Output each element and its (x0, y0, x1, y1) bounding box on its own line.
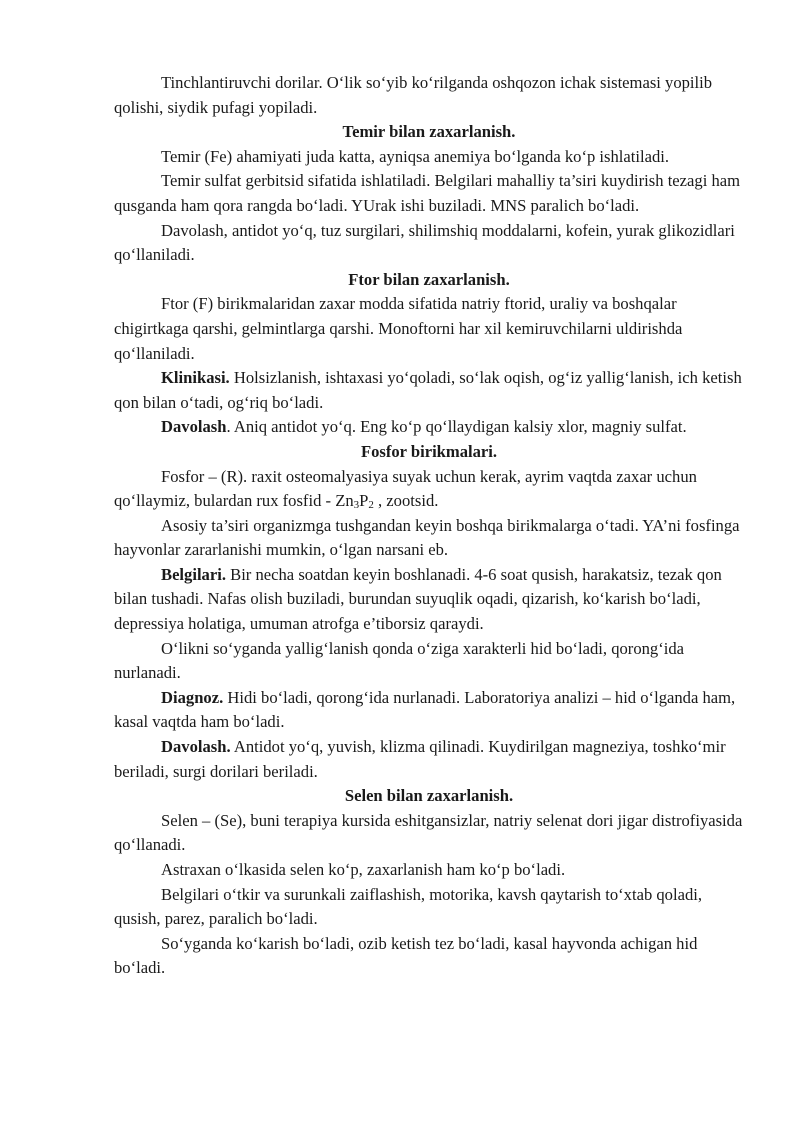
heading-fluorine-poisoning: Ftor bilan zaxarlanish. (348, 269, 510, 289)
text-diagnosis: Hidi bo‘ladi, qorong‘ida nurlanadi. Laboratoriya analizi – hid o‘lganda ham, kasal vaqtda ham bo‘ladi. (114, 687, 736, 732)
text-treatment: . Aniq antidot yo‘q. Eng ko‘p qo‘llaydigan kalsiy xlor, magniy sulfat. (226, 417, 687, 437)
heading-phosphorus-compounds: Fosfor birikmalari. (360, 441, 498, 461)
paragraph-iron-3: Davolash, antidot yo‘q, tuz surgilari, shilimshiq moddalarni, kofein, yurak glikozidlari qo‘llaniladi. (114, 220, 735, 265)
subscript-2: 2 (368, 499, 374, 512)
paragraph-phosphorus-treatment (114, 735, 744, 784)
text-clinic: Holsizlanish, ishtaxasi yo‘qoladi, so‘lak oqish, og‘iz yallig‘lanish, ich ketish qon bilan o‘tadi, og‘riq bo‘ladi. (114, 368, 742, 412)
text-phosphorus-1b: P (359, 491, 369, 511)
label-diagnosis: Diagnoz. (161, 687, 224, 707)
label-treatment: Davolash (161, 417, 227, 437)
label-clinic: Klinikasi. (161, 368, 230, 388)
label-signs: Belgilari. (161, 564, 226, 584)
paragraph-selenium-2: Astraxan o‘lkasida selen ko‘p, zaxarlanish ham ko‘p bo‘ladi. (161, 860, 566, 879)
text-signs: Bir necha soatdan keyin boshlanadi. 4-6 soat qusish, harakatsiz, tezak qon bilan tushadi. Nafas olish buziladi, burundan suyuqlik oqadi, qizarish, ko‘karish bo‘ladi, depressiya holatiga, umuman atrofga e’tiborsiz qaraydi. (114, 564, 722, 634)
paragraph-phosphorus-2: Asosiy ta’siri organizmga tushgandan keyin boshqa birikmalarga o‘tadi. YA’ni fosfinga hayvonlar zararlanishi mumkin, o‘lgan narsani eb. (114, 515, 740, 560)
paragraph-fluorine-clinic (114, 366, 744, 415)
paragraph-selenium-3: Belgilari o‘tkir va surunkali zaiflashish, motorika, kavsh qaytarish to‘xtab qoladi, qusish, parez, paralich bo‘ladi. (114, 884, 703, 929)
text-phosphorus-1c: , zootsid. (373, 491, 439, 511)
paragraph-selenium-4: So‘yganda ko‘karish bo‘ladi, ozib ketish tez bo‘ladi, kasal hayvonda achigan hid bo‘ladi. (114, 933, 698, 978)
paragraph-phosphorus-4: O‘likni so‘yganda yallig‘lanish qonda o‘ziga xarakterli hid bo‘ladi, qorong‘ida nurlanadi. (114, 638, 685, 683)
heading-selenium-poisoning: Selen bilan zaxarlanish. (344, 786, 514, 806)
paragraph-phosphorus-signs (114, 563, 744, 637)
paragraph-iron-1: Temir (Fe) ahamiyati juda katta, ayniqsa anemiya bo‘lganda ko‘p ishlatiladi. (161, 146, 670, 166)
paragraph-iron-2: Temir sulfat gerbitsid sifatida ishlatiladi. Belgilari mahalliy ta’siri kuydirish tezagi ham qusganda ham qora rangda bo‘ladi. YUrak ishi buziladi. MNS paralich bo‘ladi. (114, 171, 741, 215)
label-phosphorus-treatment: Davolash. (161, 737, 231, 757)
document-page (114, 71, 744, 981)
paragraph-fluorine-treatment (114, 415, 744, 440)
subscript-3: 3 (353, 499, 360, 512)
paragraph-sedatives: Tinchlantiruvchi dorilar. O‘lik so‘yib ko‘rilganda oshqozon ichak sistemasi yopilib qolishi, siydik pufagi yopiladi. (114, 73, 713, 117)
text-phosphorus-treatment: Antidot yo‘q, yuvish, klizma qilinadi. Kuydirilgan magneziya, toshko‘mir beriladi, surgi dorilari beriladi. (114, 737, 726, 781)
paragraph-fluorine-1: Ftor (F) birikmalaridan zaxar modda sifatida natriy ftorid, uraliy va boshqalar chigirtkaga qarshi, gelmintlarga qarshi. Monoftorni har xil kemiruvchilarni uldirishda qo‘llaniladi. (114, 294, 683, 363)
text-phosphorus-1a: Fosfor – (R). raxit osteomalyasiya suyak uchun kerak, ayrim vaqtda zaxar uchun qo‘llaymiz, bulardan rux fosfid - Zn (114, 466, 697, 511)
heading-iron-poisoning: Temir bilan zaxarlanish. (342, 122, 516, 142)
paragraph-phosphorus-1 (114, 465, 744, 514)
paragraph-selenium-1: Selen – (Se), buni terapiya kursida eshitgansizlar, natriy selenat dori jigar distrofiyasida qo‘llanadi. (114, 810, 743, 855)
paragraph-phosphorus-diagnosis (114, 686, 744, 735)
